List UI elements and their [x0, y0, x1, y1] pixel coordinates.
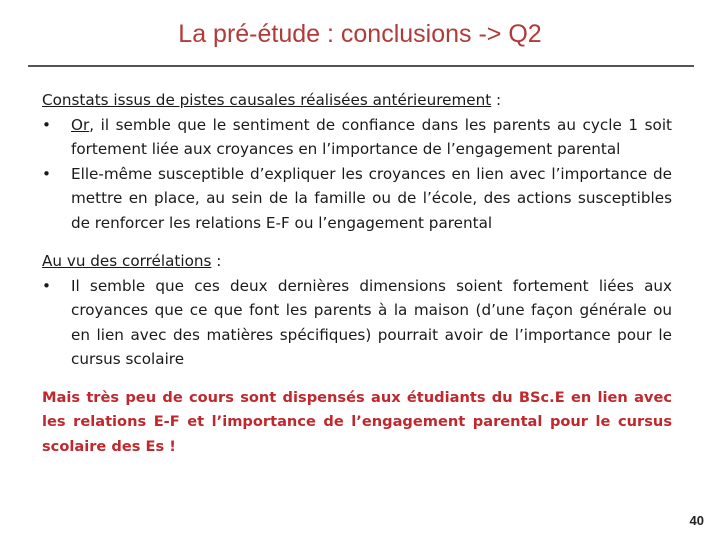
list-item — [42, 274, 672, 372]
section1-heading-suffix: : — [491, 91, 502, 109]
slide-title: La pré-étude : conclusions -> Q2 — [178, 20, 542, 48]
title-divider — [28, 65, 694, 67]
section2-bullet-list — [42, 274, 672, 372]
list-item — [42, 113, 672, 162]
slide-content — [42, 88, 672, 459]
bullet-marker: • — [42, 164, 51, 183]
bullet-text: Il semble que ces deux dernières dimensions soient fortement liées aux croyances que ce que font les parents à la maison (d’une façon générale ou en lien avec des matières spécifiques) pourrait avoir de l’importance pour le cursus scolaire — [71, 276, 672, 368]
section1-bullet-list — [42, 113, 672, 236]
section1-heading-text: Constats issus de pistes causales réalisées antérieurement — [42, 91, 492, 109]
section2-heading-text: Au vu des corrélations — [42, 252, 212, 270]
bullet-text: , il semble que le sentiment de confiance dans les parents au cycle 1 soit fortement liée aux croyances en l’importance de l’engagement parental — [71, 115, 672, 158]
bullet-marker: • — [42, 115, 51, 134]
section2-heading — [42, 249, 672, 274]
bullet-lead: Or — [71, 115, 90, 134]
section1-heading — [42, 88, 672, 113]
bullet-text: Elle-même susceptible d’expliquer les croyances en lien avec l’importance de mettre en place, au sein de la famille ou de l’école, des actions susceptibles de renforcer les relations E-F ou l’engagement parental — [71, 164, 672, 232]
conclusion-text: Mais très peu de cours sont dispensés aux étudiants du BSc.E en lien avec les relations E-F et l’importance de l’engagement parental pour le cursus scolaire des Es ! — [42, 388, 672, 455]
bullet-marker: • — [42, 276, 51, 295]
section2-heading-suffix: : — [211, 252, 222, 270]
page-number: 40 — [689, 513, 704, 528]
list-item — [42, 162, 672, 236]
